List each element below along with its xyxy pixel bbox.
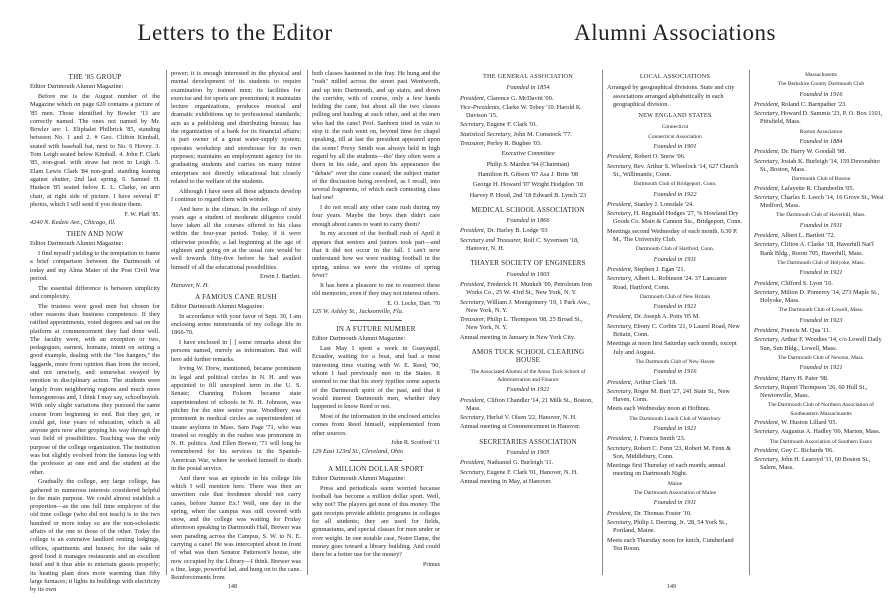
address-line: Hanover, N. H.: [171, 281, 209, 289]
right-page: [460, 0, 890, 600]
officer-name: Annual meeting in January in New York City.: [460, 333, 576, 341]
founded-line: Founded in 1905: [506, 448, 550, 456]
subheading: The Dartmouth Association of Southern Essex: [769, 438, 873, 445]
office-label: President,: [607, 435, 635, 443]
officer-name: Clifton A. Clarke '18, Haverhill Nat'l Bank Bldg., Room 705, Haverhill, Mass.: [760, 241, 874, 257]
founded-line: Founded in 1903: [506, 270, 550, 278]
subheading: The Dartmouth Club of Haverhill, Mass.: [776, 212, 866, 219]
officer-name: J. Francis Smith '23.: [634, 435, 686, 443]
association-entry: [607, 275, 743, 292]
office-label: President,: [754, 232, 782, 240]
association-entry: [607, 518, 743, 536]
association-entry: [607, 210, 743, 227]
association-entry: [754, 279, 888, 288]
subheading: The Dartmouth Club of Lowell, Mass.: [778, 307, 864, 314]
association-entry: [607, 536, 743, 554]
officer-name: Clarence G. McDavitt '00.: [487, 94, 554, 102]
office-label: Secretary,: [754, 241, 781, 249]
founded-line: Executive Committee: [501, 150, 555, 158]
paragraph: Editor Dartmouth Alumni Magazine:: [312, 475, 406, 483]
officer-name: Dr. Harry W. Goodall '98.: [781, 148, 847, 156]
officer-name: Robert O. Snow '06.: [634, 153, 686, 161]
officer-name: Arranged by geographical divisions. State and city associations arranged alphabetically in each geographical division.: [607, 84, 735, 108]
officer-name: Meets each Thursday noon for lunch, Cumberland Tea Room.: [607, 536, 734, 552]
officer-name: Roger M. Burt '27, 241 State St., New Haven, Conn.: [613, 387, 730, 404]
founded-line: Founded in 1911: [653, 499, 697, 507]
committee-line: Harvey P. Hood, 2nd '18 Edward B. Lynch '23: [469, 191, 587, 199]
address-line: 4240 N. Kedzie Ave., Chicago, Ill.: [30, 218, 116, 226]
association-entry: [460, 468, 596, 477]
paragraph: And there was an episode in his college life which I will mention here. There was then an unwritten rule that freshmen should not carry canes, before Junior Ex.! Well, one day in the spring, when the campus was still covered with snow, and the college was waiting for Friday afternoon speaking in Dartmouth Hall, Brewer was seen parading across the Campus, S. W. to N. E. carrying a cane! He was intercepted about in front of what was then Senator Patterson's house, site now occupied by the Library—I think. Brewer was a fine, large, powerful lad, and hung on to the cane. Reinforcements from: [171, 474, 301, 582]
office-label: President,: [607, 153, 635, 161]
association-entry: [754, 148, 888, 156]
association-entry: [754, 428, 888, 436]
signature: E. O. Locke, Dart. '70: [387, 300, 440, 307]
paragraph: Last May I spent a week in Guayaquil, Ecuador, waiting for a boat, and had a most interesting time visiting with W. E. Reed, '90, whom I had previously met in the States. It seemed to me that his story typifies some aspects of the Dartmouth spirit of the past, and that it would interest Dartmouth men, whether they happened to know Reed or not.: [312, 345, 440, 411]
subheading: Massachusetts: [805, 72, 837, 78]
association-entry: [754, 232, 888, 240]
association-entry: [754, 193, 888, 211]
officer-name: John M. Comstock '77.: [513, 130, 572, 138]
officer-name: Dr. Thomas Foster '10.: [634, 509, 692, 517]
office-label: President,: [607, 313, 635, 321]
officer-name: Rev. Arthur S. Wheelock '14, 627 Church St., Willimantic, Conn.: [613, 162, 739, 178]
letters-column-2: [171, 70, 301, 585]
office-label: Secretary,: [607, 387, 634, 395]
signature: Erwin J. Bartlett.: [260, 274, 301, 281]
founded-line: Founded in 1911: [653, 255, 697, 263]
officer-name: John H. Learoyd '11, 60 Boston St., Salem, Mass.: [760, 456, 871, 472]
subheading: Maine: [667, 480, 683, 487]
paragraph: It has been a pleasure to me to resurrect these old memories, even if they may not interest others.: [312, 281, 441, 297]
association-entry: [607, 405, 743, 413]
subheading: The Dartmouth Association of Maine: [633, 490, 717, 497]
association-entry: [754, 184, 888, 193]
association-entry: [460, 140, 596, 148]
section-heading: AMOS TUCK SCHOOL CLEARING HOUSE: [471, 348, 585, 365]
founded-line: Founded in 1921: [653, 424, 697, 432]
subheading: Connecticut Association: [648, 133, 702, 140]
officer-name: Howard D. Sammis '23, P. O. Box 1101, Pittsfield, Mass.: [760, 110, 883, 126]
office-label: President,: [754, 184, 782, 192]
officer-name: Clifford S. Lyon '10.: [781, 279, 833, 287]
founded-line: Founded in 1921: [799, 269, 843, 277]
subheading: Boston Association: [799, 128, 843, 135]
section-heading: THE GENERAL ASSOCIATION: [482, 73, 574, 80]
association-entry: [754, 241, 888, 258]
subheading: Dartmouth Club of Bridgeport, Conn.: [633, 181, 717, 188]
office-label: President,: [607, 378, 635, 386]
association-entry: [754, 336, 888, 353]
association-entry: [460, 236, 596, 254]
association-entry: [460, 396, 596, 414]
paragraph: Irving W. Drew, mentioned, became prominent in legal and political circles in N. H. and was appointed to fill unexpired term in the U. S. Senate; Channing Folsom became state superintendent of schools in N. H. Johnson, was pitcher for the nine senior year. Woodbury was prominent in medical circles as superintendent of insane asylums in Mass. Sam Page '71, who was treated so roughly in the rushes was prominent in N. H. politics. And Ellen Brewer, '71 will long be remembered for his services in the Spanish-American War, where he worked himself to death in the postal service.: [171, 365, 301, 472]
officer-name: Robert C. Fenn '23, Robert M. Fenn & Son, Middlebury, Conn.: [613, 444, 732, 460]
association-entry: [754, 288, 888, 306]
committee-line: George H. Howard '07 Wright Hodgdon '18: [472, 181, 584, 189]
paragraph: both classes hastened to the fray. He hung and the "rush" milled across the street past Wentworth, and up into Dartmouth, and up stairs, and down the corridor, with of course, only a few hands holding the cane, but about all the two classes pulling and hauling at each other, and at the men who had the cane! Prof. Sanborn tried in vain to stop it: the rush went on, beyond time for chapel speaking, till at last the president appeared upon the scene! Prexy Smith was always held in high regard by all the students—tho' they often were a thorn in his side, and upon his appearance the "debate" over the cane ceased; the subject matter of the discussion being revolved, as I recall, into several fragments, of which each contesting class had one!: [312, 70, 440, 202]
officer-name: Francis M. Qua '11.: [781, 327, 831, 335]
officer-name: Albert L. Bartlett '72.: [781, 232, 836, 240]
paragraph: Editor Dartmouth Alumni Magazine:: [171, 303, 265, 311]
association-entry: [754, 418, 888, 427]
office-label: Vice-Presidents,: [460, 103, 503, 111]
officer-name: Stanley J. Lonsdale '24.: [634, 200, 694, 208]
founded-line: Founded in 1916: [653, 368, 697, 376]
office-label: President,: [754, 418, 782, 426]
association-entry: [754, 157, 888, 175]
letters-column-3: [312, 70, 440, 585]
officer-name: Frederick H. Munkelt '09, Petroleum Iron Works Co., 25 W. 43rd St., New York, N. Y.: [466, 280, 592, 297]
office-label: Secretary,: [460, 298, 487, 306]
officer-name: Lafayette R. Chamberlin '05.: [781, 184, 855, 192]
office-label: President,: [754, 279, 782, 287]
officer-name: Annual meeting at Commencement in Hanover.: [460, 423, 581, 431]
office-label: President,: [754, 374, 782, 382]
office-label: President,: [754, 148, 782, 156]
section-heading: MEDICAL SCHOOL ASSOCIATION: [471, 205, 585, 214]
paragraph: Although I have seen all these adjuncts develop I continue to regard them with wonder.: [171, 187, 301, 203]
association-entry: [460, 477, 596, 486]
association-entry: [460, 414, 596, 422]
paragraph: And here is the climax. In the college of sixty years ago a student of moderate diligence could have taken all the courses offered to his class within the four-year period. Today, if it were otherwise possible, a lad beginning at the age of eighteen and going on at the usual rate would be well towards fifty-five before he had availed himself of all the educational possibilities.: [171, 205, 301, 271]
officer-name: Eugene F. Clark '01, Hanover, N. H.: [486, 468, 578, 476]
association-entry: [607, 153, 743, 161]
office-label: Secretary,: [754, 110, 781, 118]
office-label: Secretary,: [754, 288, 781, 296]
paragraph: In my account of the football rush of April it appears that seniors and juniors took part—and that it did not occur in the fall. I can't now understand how we were rushing football in the spring, unless we were the victims of spring fever?: [312, 230, 440, 279]
committee-line: Hamilton H. Gibson '07 Asa J. Brite '08: [477, 170, 579, 178]
officer-name: Clarke W. Tobey '10. Harold K. Davison '15.: [466, 103, 582, 120]
founded-line: Founded in 1916: [799, 90, 843, 98]
officer-name: H. Reginald Hodges '27, % Howland Dry Goods Co. Main & Cannon Sts., Bridgeport, Conn.: [613, 210, 743, 226]
section-heading: THE '85 GROUP: [68, 73, 122, 81]
paragraph: I have enclosed in [ ] some remarks about the persons named, merely as information. But will here add further remarks.: [171, 339, 301, 363]
association-entry: [607, 387, 743, 405]
founded-line: Founded in 1921: [506, 386, 550, 394]
office-label: Secretary,: [460, 468, 487, 476]
association-entry: [607, 378, 743, 387]
association-entry: [754, 456, 888, 473]
officer-name: Perley R. Bugbee '03.: [486, 140, 542, 148]
subheading: Dartmouth Club of Hartford, Conn.: [635, 246, 715, 253]
paragraph: Most of the information in the enclosed articles comes from Reed himself, supplemented from other sources.: [312, 412, 440, 437]
paragraph: The essential difference is between simplicity and complexity.: [30, 284, 160, 300]
letters-column-1: [30, 70, 160, 594]
office-label: President,: [460, 227, 488, 235]
office-label: Secretary,: [754, 456, 781, 464]
office-label: President,: [460, 459, 488, 467]
founded-line: Founded in 1866: [506, 217, 550, 225]
association-entry: [607, 84, 743, 109]
founded-line: Founded in 1923: [799, 316, 843, 324]
association-entry: [607, 509, 743, 518]
paragraph: Editor Dartmouth Alumni Magazine:: [30, 83, 124, 91]
subheading: The Dartmouth Club of Newton, Mass.: [777, 354, 865, 361]
officer-name: Stephen J. Egan '21.: [634, 265, 686, 273]
officer-name: Clifton Chandler '14, 21 Milk St., Boston, Mass.: [466, 396, 593, 412]
officer-name: Meetings first Thursday of each month; annual meeting on Dartmouth Night.: [607, 462, 726, 478]
officer-name: Meetings at noon first Saturday each month, except July and August.: [607, 340, 737, 356]
officer-name: Guy C. Richards '06.: [781, 446, 834, 454]
address-line: 129 East 123rd St., Cleveland, Ohio: [312, 447, 404, 455]
left-page-number: 148: [228, 584, 237, 590]
subheading: The Associated Alumni of the Amos Tuck School of Administration and Finance: [470, 368, 586, 383]
left-page: [30, 0, 440, 600]
subheading: The Dartmouth Club of Northern Association of Southeastern Massachusetts: [767, 402, 874, 417]
association-entry: [460, 333, 596, 342]
signature: F. W. Plaff '85.: [124, 211, 160, 218]
left-page-title: Letters to the Editor: [137, 20, 333, 45]
office-label: Secretary,: [607, 322, 634, 330]
association-entry: [460, 298, 596, 316]
association-entry: [754, 100, 888, 109]
subheading: Dartmouth Club of New Britain: [639, 293, 711, 300]
paragraph: Before me is the August number of the Magazine which on page 620 contains a picture of '85 men. Those identified by Bowler '13 are correctly named. The ones not named by Mr. Bowler are: 1. Eliphalet Philbrick '85, standing between No. 1 and 2. # Geo. Clifton Kimball, seated with baseball bat, next to No. 6 Hovey. 3. Tom Leigh seated below Kimball. 4. John F. Clark '85, non-grad. with straw hat next to Leigh. 5. Elam Lewis Clark '84 non-grad. standing leaning against shutter, 2nd last spring. 6. Samuel H. Hudson '85 seated below E. L. Clarke, on arm chair, at right side of picture. I have several 8" photos, which I will send if you desire them.: [30, 92, 160, 208]
section-heading: IN A FUTURE NUMBER: [336, 325, 416, 334]
associations-column-3: [754, 70, 888, 585]
association-entry: [460, 94, 596, 103]
paragraph: Press and periodicals seem worried because football has become a million dollar sport. Well, why not? The players get none of this money. The gate receipts provide athletic programs in colleges for all students; they are used for fields, gymnasiums, and special classes for men under or over weight. In one notable case, Notre Dame, the money goes toward a library building. And could there be a better use for the money?: [312, 484, 440, 559]
officer-name: Roland C. Barnpather '23.: [781, 100, 847, 108]
association-entry: [754, 327, 888, 335]
association-entry: [607, 162, 743, 180]
founded-line: Founded in 1921: [653, 303, 697, 311]
association-entry: [460, 280, 596, 298]
officer-name: Josiah K. Burleigh '14, 159 Devonshire St., Boston, Mass.: [760, 157, 880, 173]
officer-name: Augustus A. Hadley '00, Marion, Mass.: [780, 428, 881, 436]
association-entry: [460, 423, 596, 431]
office-label: President,: [460, 94, 488, 102]
officer-name: Eugene F. Clark '01.: [486, 121, 538, 129]
founded-line: Founded in 1901: [653, 143, 697, 151]
officer-name: William J. Montgomery '19, 1 Park Ave., New York, N. Y.: [466, 298, 590, 314]
right-page-title: Alumni Associations: [574, 20, 776, 45]
subheading: The Dartmouth Lunch Club of Waterbury: [629, 415, 721, 422]
paragraph: Gradually the college, any large college, has gathered in numerous interests considered helpful to the main purpose. We could almost establish a proportion—as the one full time employee of the old time college (who did not teach) is to the two hundred or more today so are the non-scholastic affairs of the one to those of the other. Today the college is an extensive landlord renting lodgings, offices, apartments and houses; for the sake of good food it manages restaurants and an excellent hotel and it thus able to entertain guests properly; its heating plant does more warming than fifty large furnaces; it lights its buildings with electricity by its own: [30, 478, 160, 594]
founded-line: Founded in 1911: [799, 221, 843, 229]
officer-name: Philip L. Thompson '08, 25 Broad St., New York, N. Y.: [466, 316, 583, 332]
committee-line: Philip S. Marden '94 (Chairman): [486, 160, 570, 168]
officer-name: Philip J. Deering, Jr. '28, 54 York St., Portland, Maine.: [613, 518, 728, 535]
section-heading: THEN AND NOW: [66, 230, 124, 239]
office-label: Secretary,: [754, 193, 781, 201]
association-entry: [754, 374, 888, 383]
officer-name: Rolf C. Syvertsen '18, Hanover, N. H.: [466, 236, 579, 253]
associations-column-2: [607, 70, 743, 585]
association-entry: [754, 383, 888, 401]
office-label: President,: [607, 265, 635, 273]
office-label: Secretary,: [754, 336, 781, 344]
office-label: Statistical Secretary,: [460, 130, 514, 138]
subheading: Dartmouth Club of Boston: [791, 176, 851, 183]
officer-name: Albert L. Robinson '24. 37 Lancaster Road, Hartford, Conn.: [613, 275, 727, 291]
association-entry: [607, 462, 743, 479]
paragraph: Editor Dartmouth Alumni Magazine:: [30, 240, 124, 248]
officer-name: Nathaniel G. Burleigh '11.: [487, 459, 554, 467]
subheading: The Dartmouth Club of Holyoke, Mass.: [777, 259, 865, 266]
officer-name: Meetings second Wednesday of each month. 6.30 P. M., The University Club.: [607, 227, 738, 244]
office-label: Secretary and Treasurer,: [460, 236, 524, 244]
subheading: The Dartmouth Club of New Haven: [635, 358, 715, 365]
officer-name: Arthur F. Woodies '14, c/o Lowell Daily Sun, Sun Bldg., Lowell, Mass.: [760, 336, 882, 352]
officer-name: Annual meeting in May, at Hanover.: [460, 477, 552, 485]
office-label: President,: [754, 446, 782, 454]
section-heading: THAYER SOCIETY OF ENGINEERS: [470, 259, 586, 268]
officer-name: Meets each Wednesday noon at Hofbrau.: [607, 405, 711, 413]
paragraph: In accordance with your favor of Sept. 30, I am enclosing some memoranda of my college life in 1866-70.: [171, 312, 301, 337]
paragraph: Editor Dartmouth Alumni Magazine:: [312, 335, 406, 343]
officer-name: Ebony C. Corbin '21, 9 Laurel Road, New Britain, Conn.: [613, 322, 740, 339]
officer-name: Arthur Clark '18.: [634, 378, 677, 386]
officer-name: Dr. Harley B. Lodge '03: [487, 227, 548, 235]
office-label: Secretary,: [607, 444, 634, 452]
association-entry: [460, 130, 596, 139]
section-heading: A FAMOUS CANE RUSH: [195, 292, 277, 301]
office-label: Secretary,: [607, 275, 634, 283]
section-heading: LOCAL ASSOCIATIONS: [639, 73, 711, 80]
divider: [350, 320, 401, 321]
office-label: President,: [754, 100, 782, 108]
officer-name: W. Huston Lillard '05.: [781, 418, 838, 426]
founded-line: Founded in 1884: [799, 138, 843, 146]
officer-name: Harry H. Pater '98.: [781, 374, 829, 382]
section-heading: SECRETARIES ASSOCIATION: [479, 437, 577, 446]
office-label: Secretary,: [754, 157, 781, 165]
associations-column-1: [460, 70, 596, 585]
paragraph: power; it is enough interested in the physical and mental development of its students to require examination by trained men; its facilities for exercise and for sports are preeminent; it maintains lecture organizations, produces musical and dramatic exhibitions up to professional standards; acts as a publishing and distributing bureau; has the organization of a bank for its financial affairs; is part owner of a great water-supply system; operates workshop and storehouse for its own purposes; maintains an employment agency for its graduating students and carries on many minor enterprises not directly educational but closely related to the welfare of the students.: [171, 70, 301, 185]
founded-line: Founded in 1854: [506, 84, 550, 92]
association-entry: [607, 200, 743, 209]
office-label: Treasurer,: [460, 140, 487, 148]
right-page-number: 149: [667, 584, 676, 590]
association-entry: [607, 265, 743, 274]
office-label: Secretary,: [460, 414, 487, 422]
association-entry: [607, 227, 743, 245]
office-label: President,: [460, 396, 488, 404]
office-label: Secretary,: [754, 428, 781, 436]
founded-line: Founded in 1921: [799, 364, 843, 372]
association-entry: [607, 435, 743, 443]
office-label: Secretary,: [460, 121, 487, 129]
association-entry: [460, 227, 596, 235]
officer-name: Rupert Thompson '26, 60 Hull St., Newtonville, Mass.: [760, 383, 868, 400]
office-label: Secretary,: [607, 518, 634, 526]
association-entry: [607, 322, 743, 340]
association-entry: [460, 459, 596, 467]
association-entry: [607, 313, 743, 321]
association-entry: [460, 103, 596, 121]
paragraph: I find myself yielding to the temptation to frame a brief comparison between the Dartmouth of today and my Alma Mater of the Post Civil War period.: [30, 250, 160, 282]
founded-line: Founded in 1922: [653, 190, 697, 198]
paragraph: The trustees were good men but chosen for other reasons than business competence. If they ratified appointments, voted degrees and sat on the platform at commencement they had done well. The faculty were, with an exception or two, pedagogues, earnest, humane, intent on setting a good example, dealing with the "foe hangers," the laggards, more from opinion than from the record, and not unwisely, and somewhat swayed by emotion in disciplinary action. The students were largely from neighboring regions and much more homogeneous and, I think I may say, schoolboyish. With only slight variations they pursued the same course from beginning to end. But they got, or could get, four years of education, which is all anyone gets now after groping his way through the vast field of possibilities. Teaching was the only purpose of the college organization. The institution was but slightly evolved from the famous log with the professor at one end and the student at the other.: [30, 302, 160, 476]
signature: Primus: [422, 561, 440, 568]
officer-name: Milton D. Pomeroy '14, 273 Maple St., Holyoke, Mass.: [760, 288, 880, 305]
association-entry: [754, 110, 888, 127]
section-heading: A MILLION DOLLAR SPORT: [328, 464, 424, 473]
association-entry: [607, 340, 743, 357]
signature: John R. Scotford '11: [391, 440, 440, 447]
office-label: President,: [460, 280, 488, 288]
association-entry: [607, 444, 743, 462]
address-line: 125 W. Ashley St., Jacksonville, Fla.: [312, 307, 404, 315]
paragraph: I do not recall any other cane rush during my four years. Maybe the boys then didn't care enough about canes to want to carry them?: [312, 204, 440, 228]
office-label: Secretary,: [607, 162, 634, 170]
section-heading: NEW ENGLAND STATES: [638, 112, 712, 120]
subheading: Connecticut: [661, 124, 689, 131]
subheading: The Berkshire County Dartmouth Club: [777, 81, 865, 88]
office-label: President,: [754, 327, 782, 335]
office-label: Secretary,: [607, 210, 634, 218]
divider: [350, 460, 401, 461]
office-label: Treasurer,: [460, 316, 487, 324]
officer-name: Herluf V. Olsen '22, Hanover, N. H.: [486, 414, 577, 422]
office-label: Secretary,: [754, 383, 781, 391]
office-label: President,: [607, 200, 635, 208]
association-entry: [460, 316, 596, 333]
office-label: President,: [607, 509, 635, 517]
officer-name: Charles E. Leech '14, 16 Grove St., West Medford, Mass.: [760, 193, 884, 210]
association-entry: [754, 446, 888, 455]
officer-name: Dr. Joseph A. Potts '05 M.: [634, 313, 700, 321]
association-entry: [460, 121, 596, 129]
